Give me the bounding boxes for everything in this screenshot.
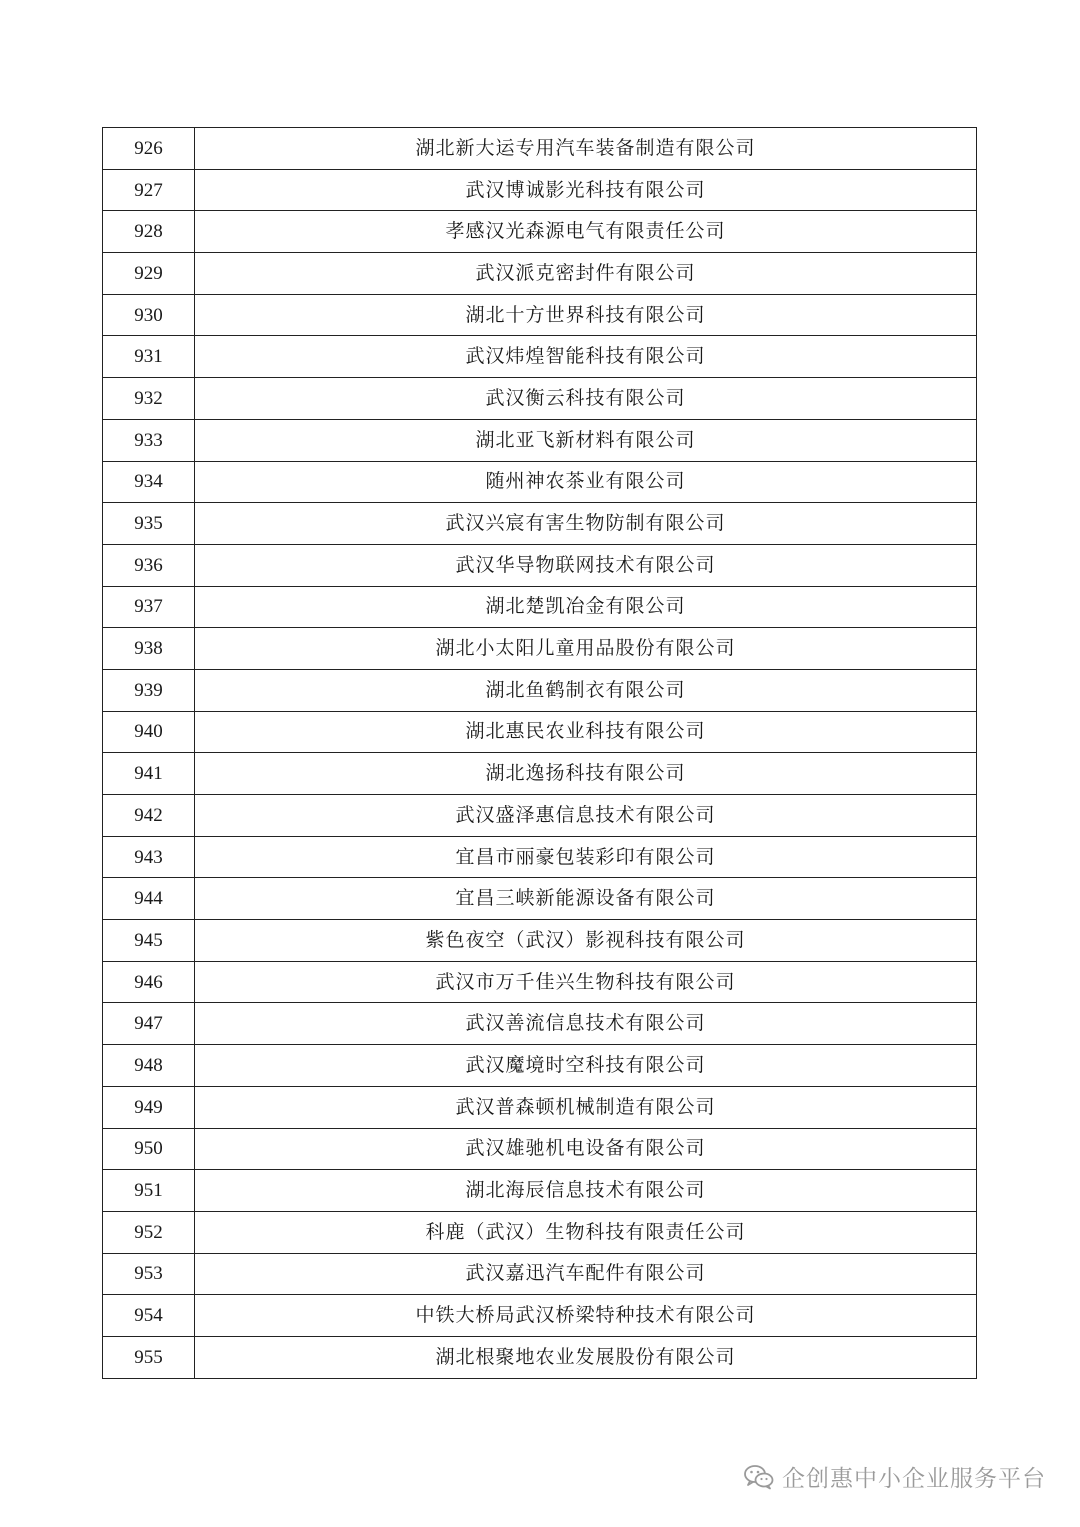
table-row [103, 503, 977, 545]
company-name: 湖北小太阳儿童用品股份有限公司 [195, 628, 977, 670]
table-row [103, 961, 977, 1003]
row-number: 946 [103, 961, 195, 1003]
company-name: 武汉嘉迅汽车配件有限公司 [195, 1253, 977, 1295]
company-name: 武汉派克密封件有限公司 [195, 253, 977, 295]
company-name: 湖北新大运专用汽车装备制造有限公司 [195, 128, 977, 170]
company-name: 孝感汉光森源电气有限责任公司 [195, 211, 977, 253]
company-name: 湖北亚飞新材料有限公司 [195, 419, 977, 461]
company-name: 湖北十方世界科技有限公司 [195, 294, 977, 336]
row-number: 943 [103, 836, 195, 878]
company-name: 武汉善流信息技术有限公司 [195, 1003, 977, 1045]
row-number: 951 [103, 1170, 195, 1212]
table-row [103, 169, 977, 211]
row-number: 935 [103, 503, 195, 545]
table-row [103, 1295, 977, 1337]
company-name: 武汉华导物联网技术有限公司 [195, 544, 977, 586]
row-number: 930 [103, 294, 195, 336]
company-name: 湖北逸扬科技有限公司 [195, 753, 977, 795]
table-row [103, 669, 977, 711]
row-number: 927 [103, 169, 195, 211]
row-number: 934 [103, 461, 195, 503]
table-row [103, 461, 977, 503]
row-number: 955 [103, 1336, 195, 1378]
row-number: 944 [103, 878, 195, 920]
row-number: 953 [103, 1253, 195, 1295]
company-name: 中铁大桥局武汉桥梁特种技术有限公司 [195, 1295, 977, 1337]
row-number: 948 [103, 1045, 195, 1087]
company-name: 随州神农茶业有限公司 [195, 461, 977, 503]
row-number: 952 [103, 1211, 195, 1253]
company-name: 武汉市万千佳兴生物科技有限公司 [195, 961, 977, 1003]
table-row [103, 1086, 977, 1128]
row-number: 929 [103, 253, 195, 295]
company-name: 湖北鱼鹤制衣有限公司 [195, 669, 977, 711]
row-number: 937 [103, 586, 195, 628]
table-row [103, 920, 977, 962]
table-row [103, 1336, 977, 1378]
watermark [744, 1460, 1046, 1493]
company-name: 武汉盛泽惠信息技术有限公司 [195, 795, 977, 837]
company-name: 湖北楚凯冶金有限公司 [195, 586, 977, 628]
company-name: 湖北海辰信息技术有限公司 [195, 1170, 977, 1212]
table-row [103, 628, 977, 670]
row-number: 940 [103, 711, 195, 753]
table-row [103, 836, 977, 878]
row-number: 931 [103, 336, 195, 378]
table-row [103, 1128, 977, 1170]
row-number: 936 [103, 544, 195, 586]
table-row [103, 753, 977, 795]
company-name: 宜昌市丽豪包装彩印有限公司 [195, 836, 977, 878]
row-number: 928 [103, 211, 195, 253]
company-list-table [102, 127, 977, 1379]
row-number: 947 [103, 1003, 195, 1045]
company-name: 武汉普森顿机械制造有限公司 [195, 1086, 977, 1128]
company-name: 武汉衡云科技有限公司 [195, 378, 977, 420]
wechat-icon [744, 1464, 774, 1490]
company-name: 武汉炜煌智能科技有限公司 [195, 336, 977, 378]
table-row [103, 128, 977, 170]
table-row [103, 294, 977, 336]
table-row [103, 1045, 977, 1087]
company-name: 宜昌三峡新能源设备有限公司 [195, 878, 977, 920]
row-number: 933 [103, 419, 195, 461]
table-row [103, 253, 977, 295]
table-row [103, 1253, 977, 1295]
table-row [103, 1170, 977, 1212]
company-name: 武汉魔境时空科技有限公司 [195, 1045, 977, 1087]
table-row [103, 336, 977, 378]
row-number: 926 [103, 128, 195, 170]
table-row [103, 878, 977, 920]
company-name: 紫色夜空（武汉）影视科技有限公司 [195, 920, 977, 962]
row-number: 950 [103, 1128, 195, 1170]
company-name: 武汉博诚影光科技有限公司 [195, 169, 977, 211]
table-body [103, 128, 977, 1379]
company-name: 武汉雄驰机电设备有限公司 [195, 1128, 977, 1170]
row-number: 942 [103, 795, 195, 837]
table-row [103, 711, 977, 753]
company-name: 湖北惠民农业科技有限公司 [195, 711, 977, 753]
watermark-text: 企创惠中小企业服务平台 [782, 1466, 1046, 1492]
table-row [103, 419, 977, 461]
row-number: 932 [103, 378, 195, 420]
company-name: 科鹿（武汉）生物科技有限责任公司 [195, 1211, 977, 1253]
row-number: 949 [103, 1086, 195, 1128]
table-row [103, 544, 977, 586]
company-name: 武汉兴宸有害生物防制有限公司 [195, 503, 977, 545]
row-number: 945 [103, 920, 195, 962]
row-number: 954 [103, 1295, 195, 1337]
table-row [103, 378, 977, 420]
company-name: 湖北根聚地农业发展股份有限公司 [195, 1336, 977, 1378]
row-number: 939 [103, 669, 195, 711]
row-number: 941 [103, 753, 195, 795]
table-row [103, 795, 977, 837]
table-row [103, 1003, 977, 1045]
table-row [103, 211, 977, 253]
row-number: 938 [103, 628, 195, 670]
table-row [103, 586, 977, 628]
table-row [103, 1211, 977, 1253]
